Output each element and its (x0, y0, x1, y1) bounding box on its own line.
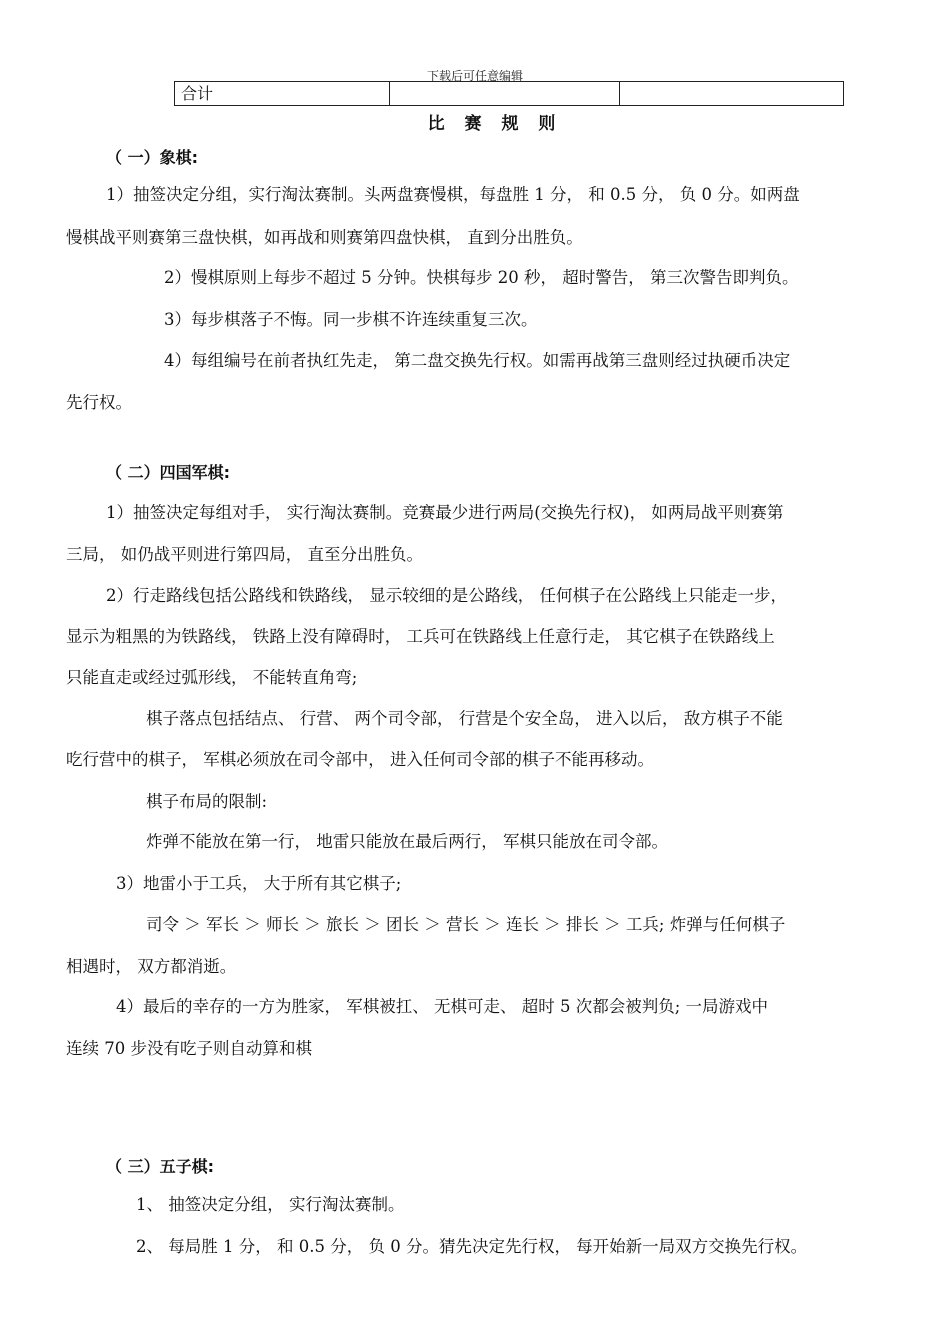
section-heading-chess: （ 一）象棋: (106, 148, 198, 167)
summary-table (174, 81, 844, 106)
table-cell (620, 82, 844, 106)
paragraph-line: 2）行走路线包括公路线和铁路线， 显示较细的是公路线， 任何棋子在公路线上只能走一步， (106, 586, 787, 605)
paragraph-line: 1）抽签决定每组对手， 实行淘汰赛制。竞赛最少进行两局(交换先行权)， 如两局战平则赛第 (106, 503, 784, 522)
paragraph-line: 1）抽签决定分组，实行淘汰赛制。头两盘赛慢棋，每盘胜 1 分， 和 0.5 分， 负 0 分。如两盘 (106, 185, 800, 204)
section-heading-junqi: （ 二）四国军棋: (106, 463, 230, 482)
header-note: 下载后可任意编辑 (426, 69, 523, 83)
paragraph-line: 4）每组编号在前者执红先走， 第二盘交换先行权。如需再战第三盘则经过执硬币决定 (164, 351, 791, 370)
paragraph-line: 3）地雷小于工兵， 大于所有其它棋子; (116, 874, 402, 893)
table-cell (390, 82, 620, 106)
paragraph-line: 显示为粗黑的为铁路线， 铁路上没有障碍时， 工兵可在铁路线上任意行走， 其它棋子在铁路线上 (66, 627, 775, 646)
table-cell-total: 合计 (175, 82, 390, 106)
paragraph-line: 炸弹不能放在第一行， 地雷只能放在最后两行， 军棋只能放在司令部。 (146, 832, 668, 851)
page-title: 比 赛 规 则 (427, 114, 563, 134)
paragraph-line: 慢棋战平则赛第三盘快棋，如再战和则赛第四盘快棋， 直到分出胜负。 (66, 228, 583, 247)
paragraph-line: 司令 ＞ 军长 ＞ 师长 ＞ 旅长 ＞ 团长 ＞ 营长 ＞ 连长 ＞ 排长 ＞ 工兵; 炸弹与任何棋子 (146, 915, 786, 934)
section-heading-gomoku: （ 三）五子棋: (106, 1157, 214, 1176)
paragraph-line: 连续 70 步没有吃子则自动算和棋 (66, 1039, 312, 1058)
paragraph-line: 先行权。 (66, 393, 132, 412)
paragraph-line: 4）最后的幸存的一方为胜家， 军棋被扛、 无棋可走、 超时 5 次都会被判负; 一局游戏中 (116, 997, 769, 1016)
paragraph-line: 1、 抽签决定分组， 实行淘汰赛制。 (136, 1195, 405, 1214)
paragraph-line: 2）慢棋原则上每步不超过 5 分钟。快棋每步 20 秒， 超时警告， 第三次警告即判负。 (164, 268, 799, 287)
paragraph-line: 棋子落点包括结点、 行营、 两个司令部， 行营是个安全岛， 进入以后， 敌方棋子不能 (146, 709, 783, 728)
paragraph-line: 棋子布局的限制: (146, 792, 268, 811)
paragraph-line: 2、 每局胜 1 分， 和 0.5 分， 负 0 分。猜先决定先行权， 每开始新一局双方交换先行权。 (136, 1237, 808, 1256)
paragraph-line: 只能直走或经过弧形线， 不能转直角弯; (66, 668, 358, 687)
paragraph-line: 相遇时， 双方都消逝。 (66, 957, 237, 976)
table-row (175, 82, 844, 106)
paragraph-line: 3）每步棋落子不悔。同一步棋不许连续重复三次。 (164, 310, 538, 329)
paragraph-line: 吃行营中的棋子， 军棋必须放在司令部中， 进入任何司令部的棋子不能再移动。 (66, 750, 654, 769)
paragraph-line: 三局， 如仍战平则进行第四局， 直至分出胜负。 (66, 545, 423, 564)
